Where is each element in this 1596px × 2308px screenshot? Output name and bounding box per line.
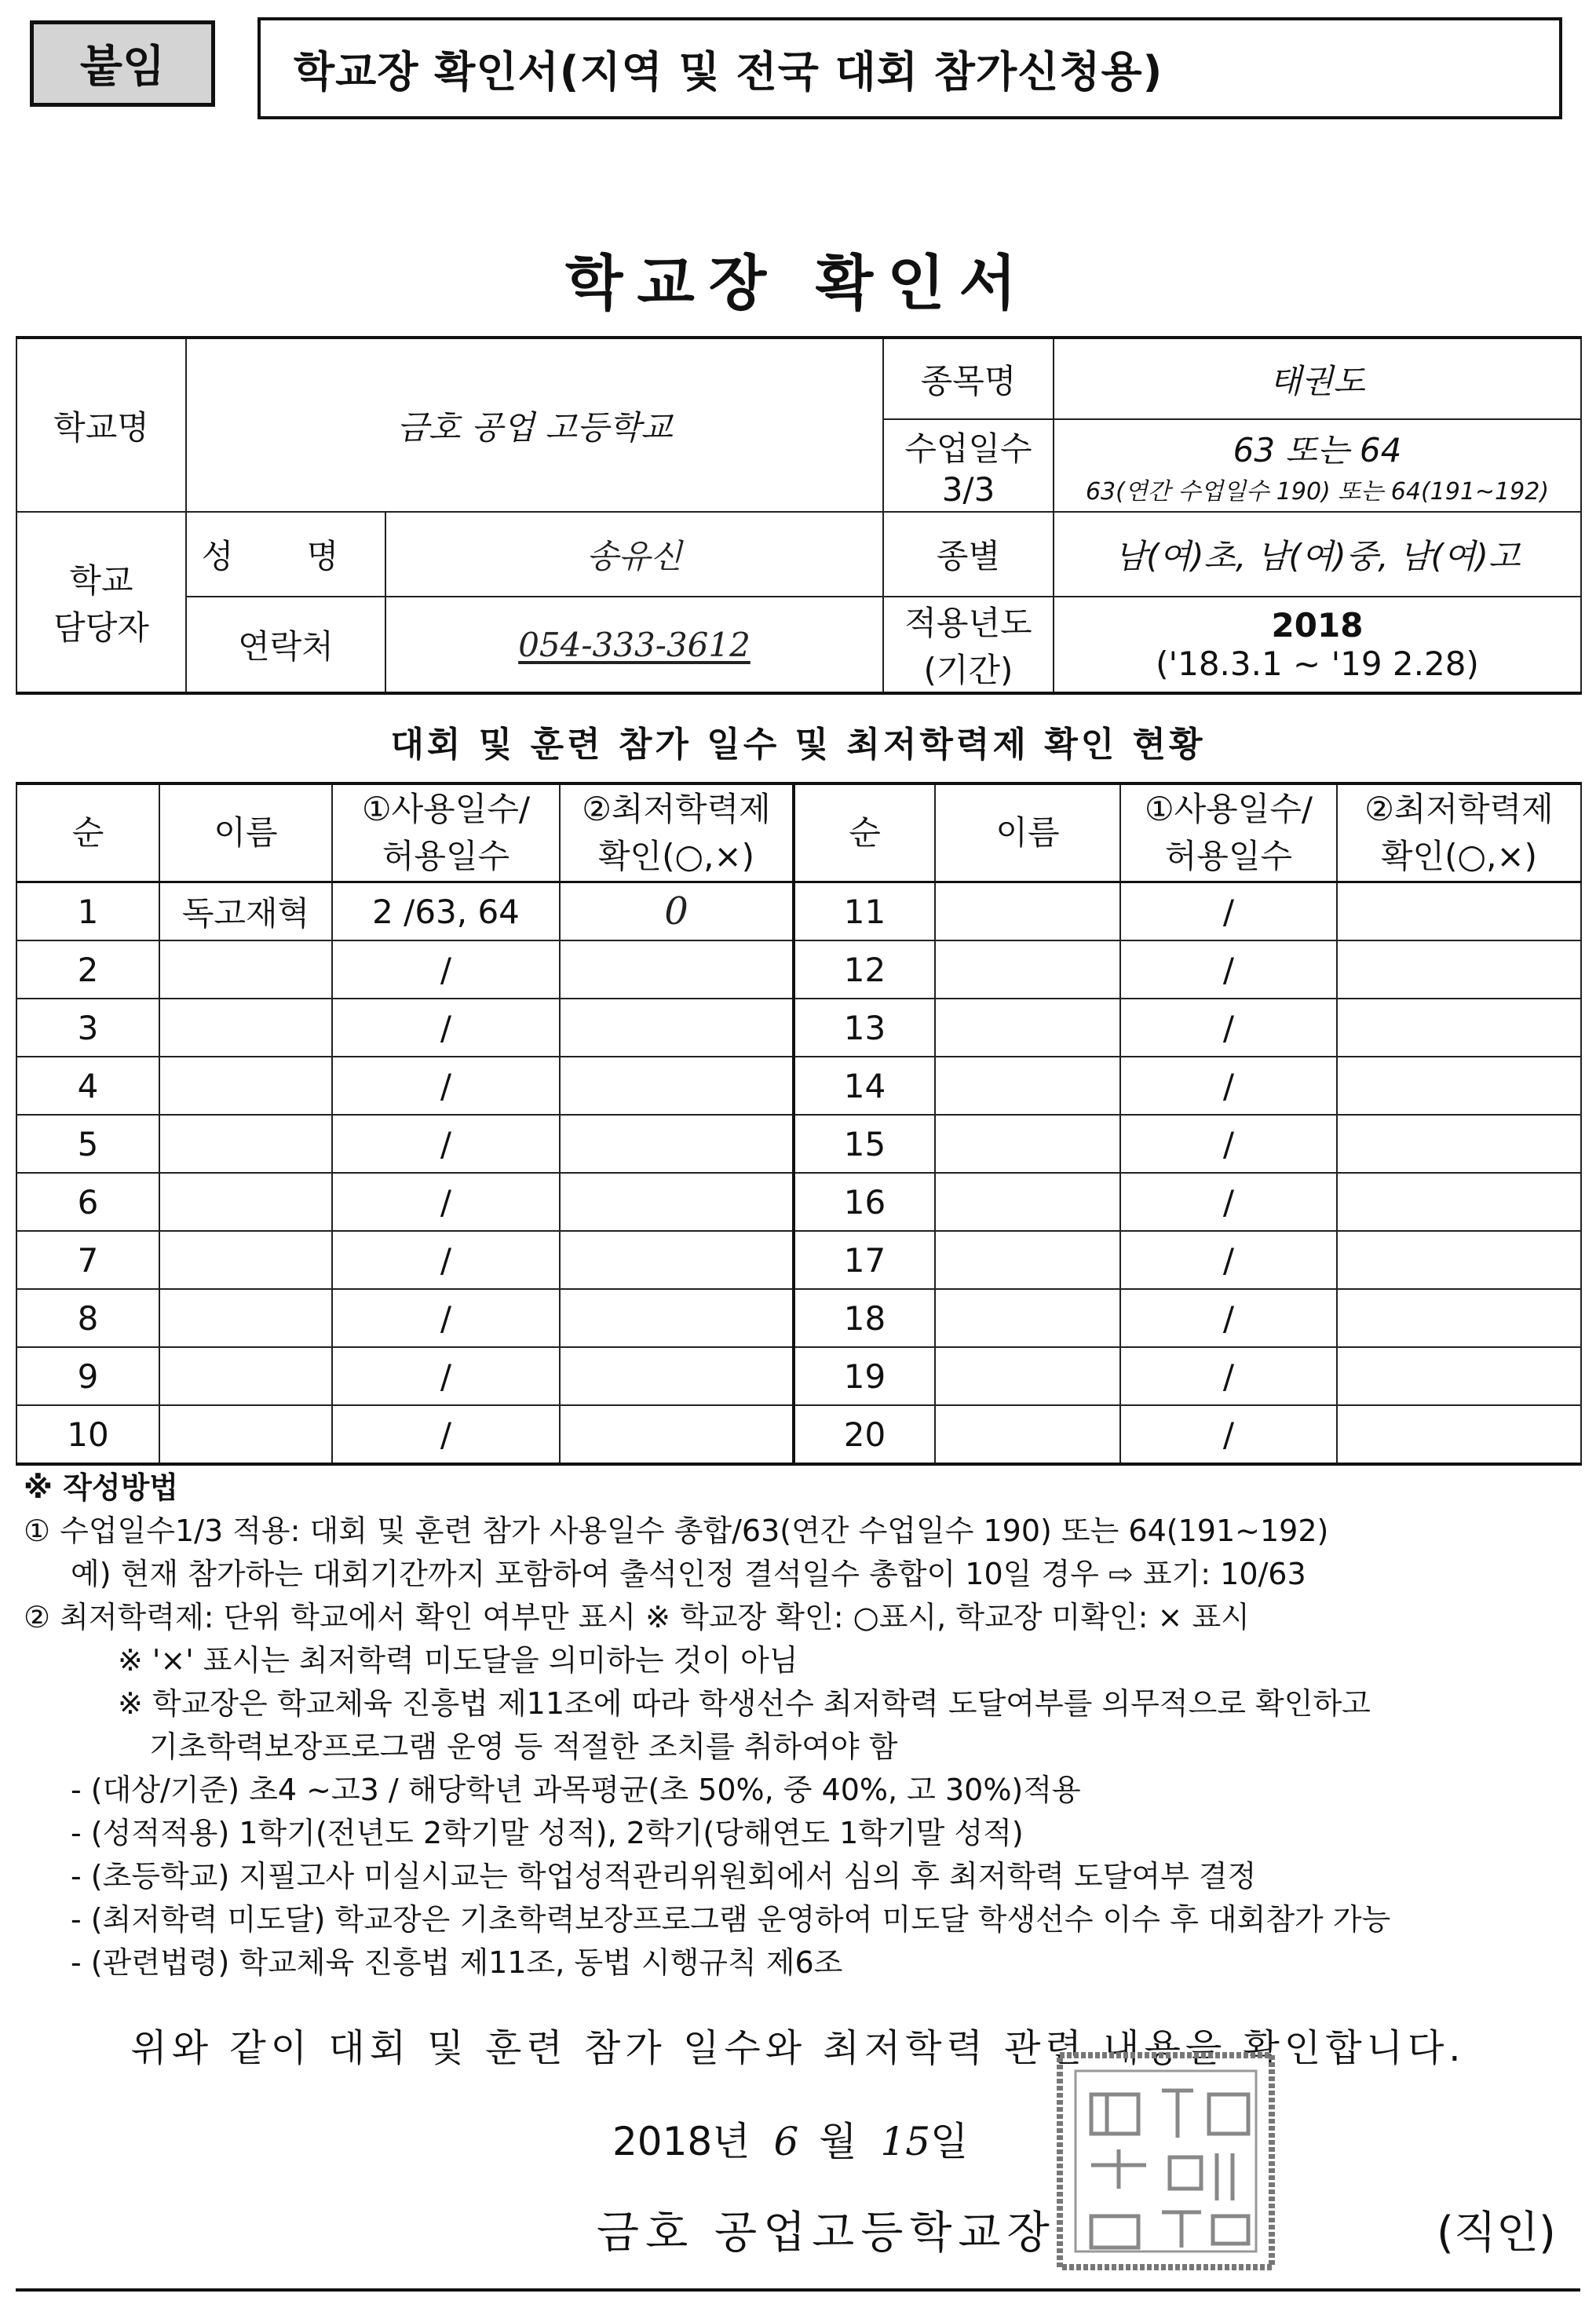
- row-days-right: /: [1120, 999, 1337, 1057]
- header-no: 순: [16, 783, 159, 882]
- row-days: /: [332, 1057, 560, 1115]
- row-days: /: [332, 1289, 560, 1347]
- header-days-2: 허용일수: [382, 837, 510, 875]
- row-no: 2: [16, 940, 159, 999]
- row-name-right: [935, 999, 1120, 1057]
- note-2-a: ※ '×' 표시는 최저학력 미도달을 의미하는 것이 아님: [118, 1643, 798, 1678]
- row-no-right: 14: [794, 1057, 935, 1115]
- row-days-right: /: [1120, 1231, 1337, 1289]
- row-name: [159, 1231, 332, 1289]
- row-name-right: [935, 1347, 1120, 1405]
- gender-label: 종별: [883, 512, 1054, 597]
- row-no-right: 20: [794, 1405, 935, 1464]
- row-no: 5: [16, 1115, 159, 1173]
- roster-table: [16, 782, 1582, 1466]
- row-min: [560, 999, 794, 1057]
- note-1: ① 수업일수1/3 적용: 대회 및 훈련 참가 사용일수 총합/63(연간 수업일수 190) 또는 64(191~192): [24, 1514, 1329, 1548]
- table-row: [16, 882, 1581, 941]
- row-name-right: [935, 940, 1120, 999]
- row-name: [159, 1347, 332, 1405]
- row-days: /: [332, 1115, 560, 1173]
- row-days-right: /: [1120, 1115, 1337, 1173]
- table-row: [16, 999, 1581, 1057]
- days-label-cell: [883, 419, 1054, 512]
- row-name: [159, 999, 332, 1057]
- row-name: [159, 1405, 332, 1464]
- row-no: 9: [16, 1347, 159, 1405]
- header-days-right-1: ①사용일수/: [1144, 790, 1313, 828]
- info-table: [16, 336, 1582, 695]
- year-label-2: (기간): [923, 651, 1013, 689]
- row-no-right: 12: [794, 940, 935, 999]
- manager-label-2: 담당자: [53, 608, 149, 647]
- row-days: /: [332, 1173, 560, 1231]
- manager-label-cell: [16, 512, 186, 693]
- year-label-1: 적용년도: [904, 604, 1032, 642]
- row-days-right: /: [1120, 1347, 1337, 1405]
- row-no-right: 13: [794, 999, 935, 1057]
- table-row: [16, 1405, 1581, 1464]
- row-no: 10: [16, 1405, 159, 1464]
- table-row: [16, 1173, 1581, 1231]
- row-no-right: 11: [794, 882, 935, 941]
- table-row: [16, 940, 1581, 999]
- row-days: /: [332, 940, 560, 999]
- note-2-b: ※ 학교장은 학교체육 진흥법 제11조에 따라 학생선수 최저학력 도달여부를 의무적으로 확인하고: [118, 1686, 1371, 1721]
- detail-4: - (최저학력 미도달) 학교장은 기초학력보장프로그램 운영하여 미도달 학생선수 이수 후 대회참가 가능: [71, 1902, 1391, 1937]
- row-min: [560, 1115, 794, 1173]
- school-value: 금호 공업 고등학교: [186, 338, 883, 512]
- name-value: 송유신: [385, 512, 883, 597]
- days-label: 수업일수: [904, 429, 1032, 468]
- row-name-right: [935, 1173, 1120, 1231]
- row-min-right: [1337, 1057, 1581, 1115]
- table-row: [16, 1057, 1581, 1115]
- header-name: 이름: [159, 783, 332, 882]
- header-min-1: ②최저학력제: [582, 790, 771, 828]
- row-days: /: [332, 1347, 560, 1405]
- header-days-right-2: 허용일수: [1164, 837, 1293, 875]
- row-name: [159, 1057, 332, 1115]
- year-value: 2018: [1271, 606, 1364, 645]
- date-month-unit: 월: [819, 2119, 857, 2164]
- row-no: 7: [16, 1231, 159, 1289]
- sport-value: 태권도: [1054, 338, 1581, 419]
- issue-date: [612, 2110, 968, 2167]
- row-name: [159, 1115, 332, 1173]
- row-min: [560, 1405, 794, 1464]
- days-note: 63(연간 수업일수 190) 또는 64(191~192): [1085, 478, 1550, 506]
- roster-header-row: [16, 783, 1581, 882]
- table-row: [16, 1347, 1581, 1405]
- row-days: /: [332, 999, 560, 1057]
- row-min: [560, 1057, 794, 1115]
- days-ratio: 3/3: [941, 469, 995, 509]
- sport-label: 종목명: [883, 338, 1054, 419]
- row-name-right: [935, 1057, 1120, 1115]
- row-min-right: [1337, 1115, 1581, 1173]
- school-label: 학교명: [16, 338, 186, 512]
- note-2-b-cont: 기초학력보장프로그램 운영 등 적절한 조치를 취하여야 함: [149, 1729, 898, 1764]
- row-min: [560, 940, 794, 999]
- row-min: [560, 1231, 794, 1289]
- header-days: [332, 783, 560, 882]
- year-value-cell: [1054, 597, 1581, 693]
- bottom-rule: [16, 2288, 1580, 2292]
- row-days-right: /: [1120, 1173, 1337, 1231]
- header-title: 학교장 확인서(지역 및 전국 대회 참가신청용): [257, 17, 1562, 119]
- header-min-right: [1337, 783, 1581, 882]
- header-min-2: 확인(○,×): [597, 837, 755, 875]
- header-days-right: [1120, 783, 1337, 882]
- row-min-right: [1337, 882, 1581, 941]
- row-min: [560, 1347, 794, 1405]
- table-row: [16, 1115, 1581, 1173]
- header-min: [560, 783, 794, 882]
- date-day: 15: [880, 2119, 931, 2164]
- header-no-right: 순: [794, 783, 935, 882]
- year-period: ('18.3.1 ~ '19 2.28): [1156, 645, 1479, 683]
- days-value: 63 또는 64: [1233, 431, 1402, 469]
- row-min-right: [1337, 1289, 1581, 1347]
- row-no: 1: [16, 882, 159, 941]
- notes: [24, 1466, 1578, 1985]
- header-name-right: 이름: [935, 783, 1120, 882]
- closing-statement: 위와 같이 대회 및 훈련 참가 일수와 최저학력 관련 내용을 확인합니다.: [130, 2026, 1466, 2070]
- date-day-unit: 일: [930, 2119, 969, 2164]
- row-name-right: [935, 1289, 1120, 1347]
- row-name-right: [935, 1405, 1120, 1464]
- official-seal-icon: [1052, 2047, 1280, 2275]
- row-no-right: 15: [794, 1115, 935, 1173]
- gender-value: 남(여)초, 남(여)중, 남(여)고: [1054, 512, 1581, 597]
- name-label: 성 명: [186, 512, 385, 597]
- row-no-right: 18: [794, 1289, 935, 1347]
- detail-5: - (관련법령) 학교체육 진흥법 제11조, 동법 시행규칙 제6조: [71, 1945, 843, 1980]
- detail-1: - (대상/기준) 초4 ~고3 / 해당학년 과목평균(초 50%, 중 40%, 고 30%)적용: [71, 1773, 1081, 1807]
- row-min-right: [1337, 999, 1581, 1057]
- row-min: [560, 1289, 794, 1347]
- days-value-cell: [1054, 419, 1581, 512]
- row-days: 2 /63, 64: [332, 882, 560, 941]
- note-2: ② 최저학력제: 단위 학교에서 확인 여부만 표시 ※ 학교장 확인: ○표시, 학교장 미확인: × 표시: [24, 1600, 1250, 1634]
- row-name: [159, 940, 332, 999]
- row-days: /: [332, 1231, 560, 1289]
- manager-label-1: 학교: [69, 561, 133, 600]
- row-name-right: [935, 1115, 1120, 1173]
- date-month: 6: [773, 2119, 799, 2164]
- note-1-example: 예) 현재 참가하는 대회기간까지 포함하여 출석인정 결석일수 총합이 10일 경우 ⇨ 표기: 10/63: [71, 1557, 1306, 1591]
- header-days-1: ①사용일수/: [361, 790, 531, 828]
- attachment-tag: 붙임: [30, 20, 215, 107]
- row-name-right: [935, 1231, 1120, 1289]
- row-name: [159, 1289, 332, 1347]
- document-title: 학교장 확인서: [565, 248, 1031, 318]
- table-row: [16, 1289, 1581, 1347]
- row-min-right: [1337, 940, 1581, 999]
- header-min-right-1: ②최저학력제: [1364, 790, 1554, 828]
- row-name: 독고재혁: [159, 882, 332, 941]
- row-days-right: /: [1120, 1289, 1337, 1347]
- table-row: [16, 1231, 1581, 1289]
- row-no: 8: [16, 1289, 159, 1347]
- detail-2: - (성적적용) 1학기(전년도 2학기말 성적), 2학기(당해연도 1학기말 성적): [71, 1816, 1024, 1850]
- contact-label: 연락처: [186, 597, 385, 693]
- row-name-right: [935, 882, 1120, 941]
- row-name: [159, 1173, 332, 1231]
- seal-note: (직인): [1437, 2208, 1556, 2259]
- header-min-right-2: 확인(○,×): [1380, 837, 1538, 875]
- row-min-right: [1337, 1173, 1581, 1231]
- row-min: [560, 1173, 794, 1231]
- row-min-right: [1337, 1405, 1581, 1464]
- year-label-cell: [883, 597, 1054, 693]
- notes-heading: ※ 작성방법: [24, 1470, 179, 1505]
- row-no-right: 16: [794, 1173, 935, 1231]
- row-days-right: /: [1120, 940, 1337, 999]
- row-no: 4: [16, 1057, 159, 1115]
- row-days-right: /: [1120, 1405, 1337, 1464]
- row-no: 3: [16, 999, 159, 1057]
- date-year: 2018년: [612, 2119, 751, 2164]
- contact-value: 054-333-3612: [385, 597, 883, 693]
- row-min-right: [1337, 1231, 1581, 1289]
- row-days-right: /: [1120, 882, 1337, 941]
- section-title: 대회 및 훈련 참가 일수 및 최저학력제 확인 현황: [390, 725, 1206, 765]
- row-days: /: [332, 1405, 560, 1464]
- row-no: 6: [16, 1173, 159, 1231]
- row-no-right: 17: [794, 1231, 935, 1289]
- signer: 금호 공업고등학교장: [597, 2208, 1056, 2259]
- row-no-right: 19: [794, 1347, 935, 1405]
- row-min-right: [1337, 1347, 1581, 1405]
- detail-3: - (초등학교) 지필고사 미실시교는 학업성적관리위원회에서 심의 후 최저학력 도달여부 결정: [71, 1859, 1257, 1894]
- row-min: 0: [560, 882, 794, 941]
- row-days-right: /: [1120, 1057, 1337, 1115]
